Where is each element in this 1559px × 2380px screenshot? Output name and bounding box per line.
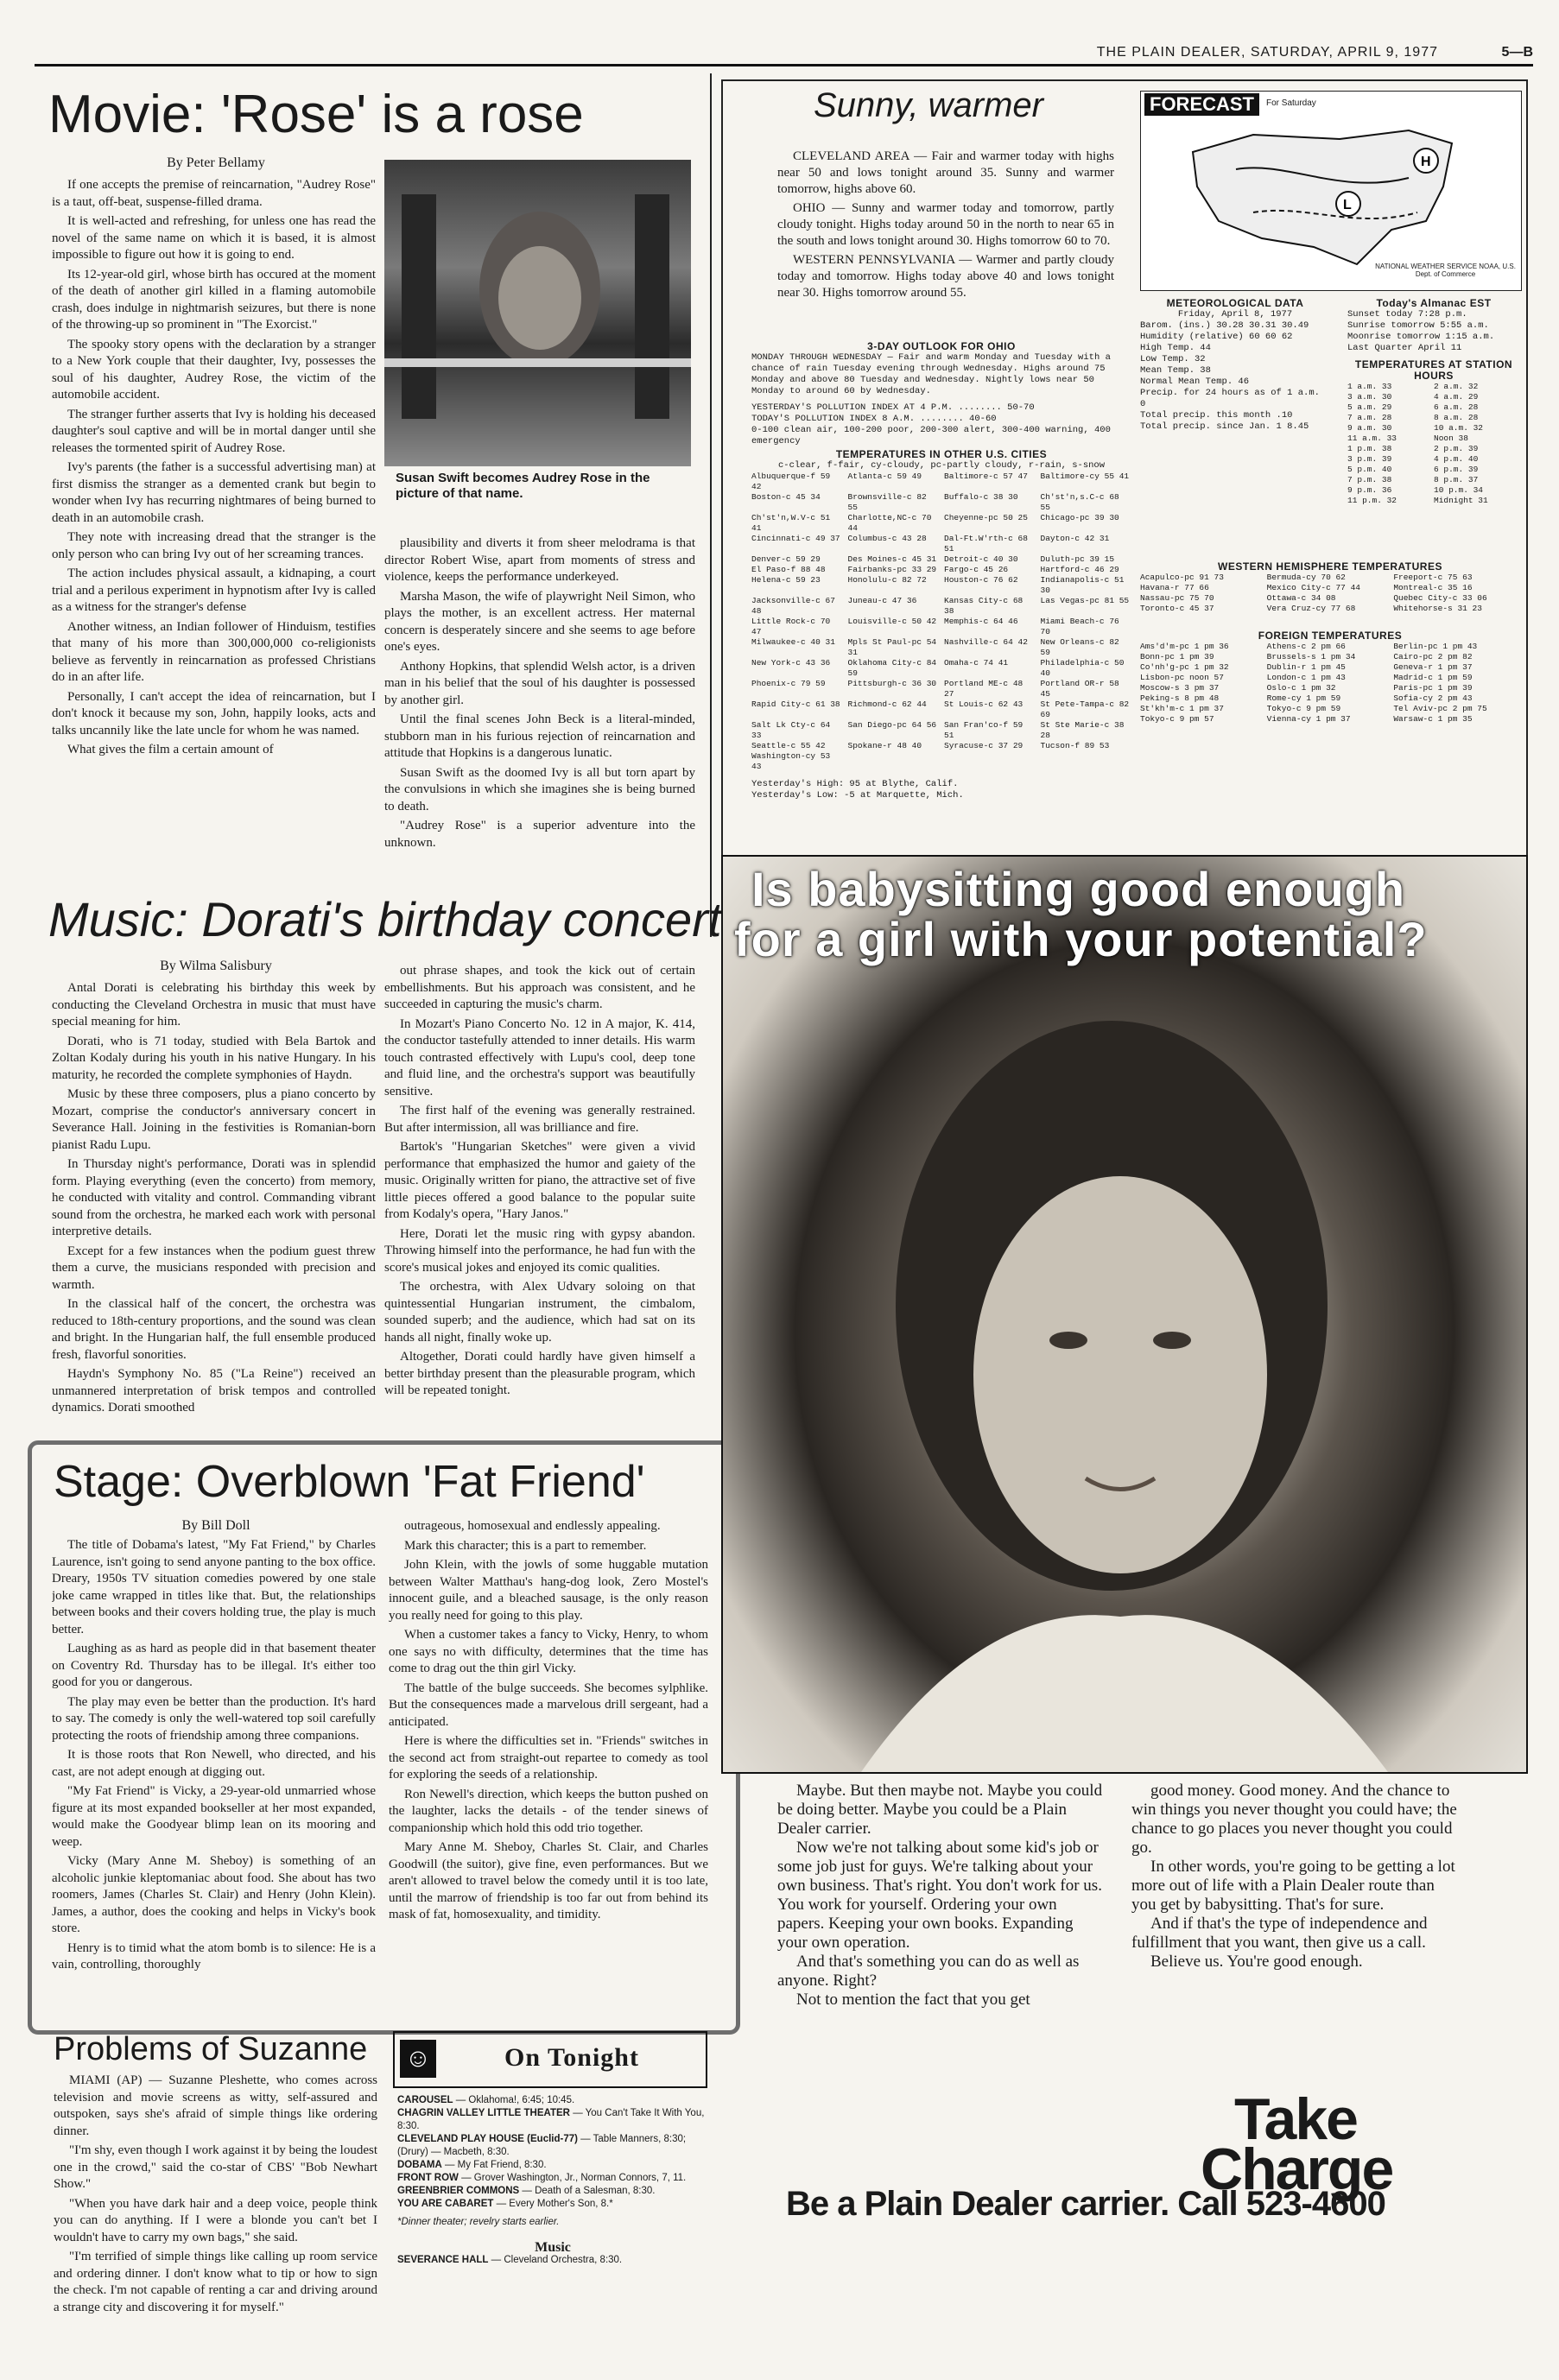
- table-cell: 4 p.m. 40: [1434, 454, 1479, 464]
- movie-headline: Movie: 'Rose' is a rose: [48, 85, 584, 144]
- table-cell: Mpls St Paul-pc 54 31: [847, 637, 937, 657]
- paragraph: It is those roots that Ron Newell, who directed, and his cast, are not adept enough at digging out.: [52, 1748, 376, 1779]
- table-cell: Moonrise tomorrow 1:15 a.m.: [1347, 332, 1495, 342]
- stage-column-2: [389, 1518, 708, 2008]
- table-cell: Portland ME-c 48 27: [944, 679, 1023, 699]
- stage-headline: Stage: Overblown 'Fat Friend': [54, 1457, 645, 1507]
- svg-text:H: H: [1421, 155, 1431, 169]
- table-cell: Chicago-pc 39 30: [1040, 513, 1119, 522]
- table-cell: Rome-cy 1 pm 59: [1266, 693, 1341, 703]
- foreign-table: [1140, 642, 1520, 725]
- table-cell: Las Vegas-pc 81 55: [1040, 596, 1130, 605]
- table-cell: 6 p.m. 39: [1434, 465, 1479, 474]
- table-cell: 6 a.m. 28: [1434, 402, 1479, 412]
- table-cell: El Paso-f 88 48: [751, 565, 826, 574]
- list-item: DOBAMA — My Fat Friend, 8:30.: [397, 2160, 547, 2170]
- paragraph: Now we're not talking about some kid's job or some job just for guys. We're talking about your own business. That's right. You don't work for us. You work for yourself. Ordering your own papers. Keeping your own books. Expanding your own operation.: [777, 1839, 1102, 1952]
- met-data-section: [1140, 298, 1330, 433]
- paragraph: Its 12-year-old girl, whose birth has occured at the moment of the death of another girl killed in a flaming automobile crash, does indulge in nightmarish seizures, but there is none of the throwing-up so prominent in "The Exorcist.": [52, 267, 376, 332]
- table-cell: Baltimore-cy 55 41: [1040, 472, 1130, 481]
- photo-illustration: [384, 160, 691, 466]
- table-cell: Brussels-s 1 pm 34: [1266, 652, 1356, 661]
- stage-column-1: [52, 1537, 376, 2008]
- table-cell: 5 p.m. 40: [1347, 465, 1392, 474]
- paragraph: Maybe. But then maybe not. Maybe you could be doing better. Maybe you could be a Plain Dealer carrier.: [777, 1782, 1103, 1838]
- paragraph: The title of Dobama's latest, "My Fat Friend," by Charles Laurence, isn't going to send anyone panting to the box office. Dreary, 1950s TV situation comedies powered by one stale joke came wrapped in titles like that. But, the relationships between books and their covers holding true, the play is much better.: [52, 1538, 376, 1636]
- table-cell: Havana-r 77 66: [1140, 583, 1209, 592]
- paragraph: Here, Dorati let the music ring with gypsy abandon. Throwing himself into the performance, he had fun with the score's musical jokes and enjoyed its comic qualities.: [384, 1226, 695, 1275]
- table-cell: Helena-c 59 23: [751, 575, 821, 585]
- table-cell: Quebec City-c 33 06: [1393, 593, 1487, 603]
- table-cell: 2 a.m. 32: [1434, 382, 1479, 391]
- table-cell: San Diego-pc 64 56: [847, 720, 937, 730]
- movie-column-1: [52, 177, 376, 881]
- ad-headline-line-1: Is babysitting good enough: [751, 862, 1406, 916]
- table-cell: Last Quarter April 11: [1347, 343, 1462, 353]
- us-cities-heading: TEMPERATURES IN OTHER U.S. CITIES: [835, 448, 1048, 460]
- stage-byline: By Bill Doll: [181, 1518, 250, 1533]
- paragraph: good money. Good money. And the chance to win things you never thought you could have; the chance to go places you never thought you could go.: [1131, 1782, 1457, 1857]
- forecast-map: [1140, 91, 1522, 291]
- svg-text:L: L: [1343, 198, 1352, 212]
- table-cell: San Fran'co-f 59 51: [944, 720, 1023, 740]
- table-cell: Noon 38: [1434, 434, 1468, 443]
- ad-call-to-action[interactable]: Be a Plain Dealer carrier. Call 523-4600: [786, 2185, 1385, 2223]
- table-cell: Mexico City-c 77 44: [1266, 583, 1360, 592]
- table-cell: 8 a.m. 28: [1434, 413, 1479, 422]
- on-tonight-title: On Tonight: [504, 2043, 639, 2072]
- movie-photo-caption: Susan Swift becomes Audrey Rose in the picture of that name.: [396, 471, 650, 501]
- table-cell: Total precip. since Jan. 1 8.45: [1140, 421, 1309, 432]
- paragraph: When a customer takes a fancy to Vicky, Henry, to whom one says no with difficulty, determines that the time has come to drag out the thin girl Vicky.: [389, 1628, 708, 1675]
- paragraph: Bartok's "Hungarian Sketches" were given a vivid performance that emphasized the humor and gaiety of the music. Originally written for piano, the attractive set of five little pieces offered a good balance to the popular suite from Kodaly's opera, "Hary Janos.": [384, 1140, 695, 1221]
- list-item: FRONT ROW — Grover Washington, Jr., Norman Connors, 7, 11.: [397, 2173, 687, 2183]
- paragraph: It is well-acted and refreshing, for unless one has read the novel of the same name on which it is based, it is almost impossible to figure out how it is going to end.: [52, 214, 376, 262]
- table-cell: St Ste Marie-c 38 28: [1040, 720, 1125, 740]
- outlook-text: MONDAY THROUGH WEDNESDAY — Fair and warm Monday and Tuesday with a chance of rain Tuesday evening through Wednesday. Highs around 75 Monday and above 80 Tuesday and Wednesday. Nightly lows near 50 Monday to around 60 by Wednesday.: [751, 352, 1111, 396]
- paragraph: MIAMI (AP) — Suzanne Pleshette, who comes across television and movie screens as witty, self-assured and outspoken, says she's afraid of simple things like ordering dinner.: [54, 2073, 377, 2138]
- table-cell: Dal-Ft.W'rth-c 68 51: [944, 534, 1028, 554]
- map-title: FORECAST: [1144, 93, 1259, 116]
- table-cell: Phoenix-c 79 59: [751, 679, 826, 688]
- table-cell: Total precip. this month .10: [1140, 410, 1293, 421]
- table-cell: Honolulu-c 82 72: [847, 575, 927, 585]
- table-cell: 3 a.m. 30: [1347, 392, 1392, 402]
- almanac-heading: Today's Almanac EST: [1376, 297, 1492, 309]
- paragraph: Personally, I can't accept the idea of reincarnation, but I don't knock it because my son, John, happily looks, acts and talks uncannily like the late uncle for whom he was named.: [52, 689, 376, 737]
- table-cell: High Temp. 44: [1140, 343, 1211, 353]
- table-cell: 8 p.m. 37: [1434, 475, 1479, 484]
- paragraph: Antal Dorati is celebrating his birthday this week by conducting the Cleveland Orchestra in music that must have special meaning for him.: [52, 981, 376, 1029]
- us-cities-legend: c-clear, f-fair, cy-cloudy, pc-partly cloudy, r-rain, s-snow: [777, 460, 1106, 471]
- table-cell: New York-c 43 36: [751, 658, 831, 668]
- table-cell: Pittsburgh-c 36 30: [847, 679, 937, 688]
- weather-headline: Sunny, warmer: [813, 86, 1043, 124]
- table-cell: Humidity (relative) 60 60 62: [1140, 332, 1293, 342]
- table-cell: Montreal-c 35 16: [1393, 583, 1473, 592]
- table-cell: Sofia-cy 2 pm 43: [1393, 693, 1473, 703]
- paragraph: What gives the film a certain amount of: [67, 743, 274, 756]
- foreign-section: [1140, 630, 1520, 725]
- table-cell: Bonn-pc 1 pm 39: [1140, 652, 1214, 661]
- table-cell: Tucson-f 89 53: [1040, 741, 1110, 750]
- table-cell: Boston-c 45 34: [751, 492, 821, 502]
- list-item: CHAGRIN VALLEY LITTLE THEATER — You Can't Take It With You, 8:30.: [397, 2108, 705, 2131]
- paragraph: CLEVELAND AREA — Fair and warmer today with highs near 50 and lows tonight around 35. Sunny and warmer tomorrow, highs above 60.: [777, 149, 1114, 196]
- movie-column-2: [384, 535, 695, 868]
- table-cell: Vienna-cy 1 pm 37: [1266, 714, 1351, 724]
- western-hemisphere-section: [1140, 561, 1520, 614]
- table-cell: Peking-s 8 pm 48: [1140, 693, 1220, 703]
- paragraph: And that's something you can do as well as anyone. Right?: [777, 1953, 1080, 1990]
- paragraph: In Thursday night's performance, Dorati was in splendid form. Playing everything (even the concerto) from memory, he conducted with vitality and control. Commanding vibrant sound from the orchestra, he marked each work with personal interpretive details.: [52, 1157, 376, 1238]
- music-headline: Music: Dorati's birthday concert: [48, 892, 722, 946]
- table-cell: 7 p.m. 38: [1347, 475, 1392, 484]
- paragraph: The stranger further asserts that Ivy is holding his deceased daughter's soul captive and will be in mortal danger until she releases the tormented spirit of Audrey Rose.: [52, 407, 376, 455]
- paragraph: The play may even be better than the production. It's hard to say. The comedy is only the well-watered top soil carefully protecting the roots of friendship among three companions.: [52, 1694, 376, 1743]
- music-column-1: [52, 980, 376, 1429]
- table-cell: Co'nh'g-pc 1 pm 32: [1140, 662, 1229, 672]
- table-cell: Jacksonville-c 67 48: [751, 596, 835, 616]
- table-cell: 4 a.m. 29: [1434, 392, 1479, 402]
- west-table: [1140, 573, 1520, 614]
- table-cell: Moscow-s 3 pm 37: [1140, 683, 1220, 693]
- suzanne-column: [54, 2073, 377, 2340]
- table-cell: Ch'st'n,W.V-c 51 41: [751, 513, 831, 533]
- table-cell: 10 p.m. 34: [1434, 485, 1484, 495]
- page-number: 5—B: [1501, 45, 1533, 60]
- met-date: Friday, April 8, 1977: [1177, 309, 1293, 320]
- paragraph: They note with increasing dread that the stranger is the only person who can bring Ivy out of her screaming trances.: [52, 530, 376, 561]
- outlook-section: [751, 341, 1131, 447]
- paragraph: WESTERN PENNSYLVANIA — Warmer and partly cloudy today and tomorrow. Highs today above 40 and lows tonight near 30. Highs tomorrow around 55.: [777, 253, 1114, 300]
- pollution-yesterday: YESTERDAY'S POLLUTION INDEX AT 4 P.M. ........ 50-70: [751, 402, 1035, 413]
- table-cell: Fairbanks-pc 33 29: [847, 565, 937, 574]
- table-cell: Brownsville-c 82 55: [847, 492, 927, 512]
- table-cell: Nassau-pc 75 70: [1140, 593, 1214, 603]
- table-cell: 1 a.m. 33: [1347, 382, 1392, 391]
- almanac-section: [1347, 298, 1520, 506]
- table-cell: Barom. (ins.) 30.28 30.31 30.49: [1140, 320, 1309, 331]
- table-cell: Omaha-c 74 41: [944, 658, 1009, 668]
- ad-column-1: [777, 1782, 1106, 2010]
- paragraph: In the classical half of the concert, the orchestra was reduced to 18th-century proportions, and the sound was clean and bright. In the Hungarian half, the full ensemble produced fresh, flavorful sonorities.: [52, 1297, 376, 1362]
- table-cell: 2 p.m. 39: [1434, 444, 1479, 453]
- hourly-table: [1347, 382, 1520, 506]
- table-cell: Portland OR-r 58 45: [1040, 679, 1119, 699]
- table-cell: Warsaw-c 1 pm 35: [1393, 714, 1473, 724]
- table-cell: 5 a.m. 29: [1347, 402, 1392, 412]
- paragraph: outrageous, homosexual and endlessly appealing.: [404, 1519, 661, 1533]
- table-cell: Indianapolis-c 51 30: [1040, 575, 1125, 595]
- table-cell: Mean Temp. 38: [1140, 365, 1211, 376]
- paragraph: out phrase shapes, and took the kick out of certain embellishments. But his approach was consistent, and he succeeded in capturing the music's charm.: [384, 964, 695, 1011]
- pollution-today: TODAY'S POLLUTION INDEX 8 A.M. ........ 40-60: [751, 414, 997, 424]
- table-cell: Louisville-c 50 42: [847, 617, 937, 626]
- paragraph: Another witness, an Indian follower of Hinduism, testifies that many of his more than 300,000,000 co-religionists believe as fervently in reincarnation as professed Christians do in an after life.: [52, 619, 376, 684]
- paragraph: "Audrey Rose" is a superior adventure into the unknown.: [384, 819, 695, 850]
- paragraph: "I'm shy, even though I work against it by being the loudest one in the crowd," said the co-star of CBS' "Bob Newhart Show.": [54, 2143, 377, 2191]
- table-cell: Spokane-r 48 40: [847, 741, 922, 750]
- paragraph: Henry is to timid what the atom bomb is to silence: He is a vain, controlling, thoroughly: [52, 1940, 376, 1972]
- outlook-heading: 3-DAY OUTLOOK FOR OHIO: [867, 340, 1016, 352]
- table-cell: Precip. for 24 hours as of 1 a.m. 0: [1140, 388, 1320, 409]
- paragraph: Marsha Mason, the wife of playwright Neil Simon, who plays the mother, is an excellent actress. Her maternal concern is desperately sincere and she seems to age before one's eyes.: [384, 589, 695, 654]
- paragraph: The spooky story opens with the declaration by a stranger to a New York couple that their daughter, Ivy, possesses the soul of his daughter, Audrey Rose, the victim of the automobile accident.: [52, 337, 376, 402]
- table-cell: London-c 1 pm 43: [1266, 673, 1346, 682]
- yesterday-low: Yesterday's Low: -5 at Marquette, Mich.: [751, 790, 964, 801]
- table-cell: Columbus-c 43 28: [847, 534, 927, 543]
- table-cell: Little Rock-c 70 47: [751, 617, 831, 636]
- us-map-outline: [1184, 117, 1469, 273]
- table-cell: Atlanta-c 59 49: [847, 472, 922, 481]
- table-cell: Sunset today 7:28 p.m.: [1347, 309, 1467, 320]
- table-cell: Oklahoma City-c 84 59: [847, 658, 937, 678]
- list-item: YOU ARE CABARET — Every Mother's Son, 8.*: [397, 2199, 613, 2209]
- table-cell: Paris-pc 1 pm 39: [1393, 683, 1473, 693]
- table-cell: Syracuse-c 37 29: [944, 741, 1023, 750]
- met-heading: METEOROLOGICAL DATA: [1166, 297, 1304, 309]
- table-cell: Vera Cruz-cy 77 68: [1266, 604, 1356, 613]
- table-cell: Freeport-c 75 63: [1393, 573, 1473, 582]
- paragraph: The battle of the bulge succeeds. She becomes sylphlike. But the consequences made a marvelous drill sergeant, had a anticipated.: [389, 1681, 708, 1729]
- weather-forecast-text: [777, 149, 1114, 304]
- table-cell: Geneva-r 1 pm 37: [1393, 662, 1473, 672]
- table-cell: Ams'd'm-pc 1 pm 36: [1140, 642, 1229, 651]
- table-cell: Kansas City-c 68 38: [944, 596, 1023, 616]
- on-tonight-list: [397, 2094, 708, 2267]
- us-cities-table: [751, 472, 1131, 772]
- ad-column-2: [1131, 1782, 1460, 1972]
- foreign-heading: FOREIGN TEMPERATURES: [1258, 630, 1403, 642]
- movie-byline: By Peter Bellamy: [167, 155, 265, 170]
- table-cell: 1 p.m. 38: [1347, 444, 1392, 453]
- list-item: CAROUSEL — Oklahoma!, 6:45; 10:45.: [397, 2095, 575, 2105]
- paragraph: Until the final scenes John Beck is a literal-minded, stubborn man in his furious rejection of reincarnation and attitude that Hopkins is a dangerous lunatic.: [384, 712, 695, 760]
- table-cell: Sunrise tomorrow 5:55 a.m.: [1347, 320, 1489, 331]
- table-cell: 11 a.m. 33: [1347, 434, 1397, 443]
- paragraph: Dorati, who is 71 today, studied with Bela Bartok and Zoltan Kodaly during his youth in his native Hungary. In his maturity, he recorded the complete symphonies of Haydn.: [52, 1034, 376, 1082]
- paragraph: "When you have dark hair and a deep voice, people think you can do anything. If I were a blonde you can't bet I wouldn't have to carry my own bags," she said.: [54, 2196, 377, 2244]
- suzanne-headline: Problems of Suzanne: [54, 2031, 368, 2067]
- table-cell: Bermuda-cy 70 62: [1266, 573, 1346, 582]
- paragraph: plausibility and diverts it from sheer melodrama is that director Robert Wise, apart from moments of stress and violence, keeps the performance underkeyed.: [384, 536, 695, 584]
- paragraph: John Klein, with the jowls of some huggable mutation between Walter Matthau's hang-dog look, Zero Mostel's innocent guile, and a bleached sausage, is the only reason you really need for going to this play.: [389, 1558, 708, 1623]
- table-cell: Albuquerque-f 59 42: [751, 472, 831, 491]
- table-cell: Tokyo-c 9 pm 57: [1140, 714, 1214, 724]
- table-cell: Toronto-c 45 37: [1140, 604, 1214, 613]
- paragraph: Here is where the difficulties set in. "Friends" switches in the second act from straight-out repartee to comedy as tool for exploring the seeds of a relationship.: [389, 1734, 708, 1782]
- table-cell: Houston-c 76 62: [944, 575, 1018, 585]
- table-cell: Philadelphia-c 50 40: [1040, 658, 1125, 678]
- paragraph: The orchestra, with Alex Udvary soloing on that quintessential Hungarian instrument, the cimbalom, sounded superb; and the audience, which had sat on its hands all night, finally woke up.: [384, 1280, 695, 1345]
- table-cell: Madrid-c 1 pm 59: [1393, 673, 1473, 682]
- table-cell: Denver-c 59 29: [751, 554, 821, 564]
- paragraph: Not to mention the fact that you get: [796, 1991, 1030, 2009]
- table-cell: Seattle-c 55 42: [751, 741, 826, 750]
- table-cell: Cincinnati-c 49 37: [751, 534, 840, 543]
- paragraph: Laughing as as hard as people did in that basement theater on Coventry Rd. Thursday has to be illegal. It's either too good for you or dangerous.: [52, 1642, 376, 1689]
- table-cell: Tokyo-c 9 pm 59: [1266, 704, 1341, 713]
- paragraph: The first half of the evening was generally restrained. But after intermission, all was brilliance and fire.: [384, 1104, 695, 1135]
- table-cell: Richmond-c 62 44: [847, 699, 927, 709]
- table-cell: Memphis-c 64 46: [944, 617, 1018, 626]
- table-cell: Detroit-c 40 30: [944, 554, 1018, 564]
- music-column-2: [384, 963, 695, 1429]
- table-cell: Tel Aviv-pc 2 pm 75: [1393, 704, 1487, 713]
- ad-photo: [721, 855, 1528, 1774]
- table-cell: Normal Mean Temp. 46: [1140, 377, 1250, 387]
- paragraph: In other words, you're going to be getting a lot more out of life with a Plain Dealer route than you get by babysitting. That's for sure.: [1131, 1858, 1455, 1914]
- table-cell: Midnight 31: [1434, 496, 1488, 505]
- table-cell: Dublin-r 1 pm 45: [1266, 662, 1346, 672]
- charge-word: Charge: [1201, 2136, 1393, 2202]
- music-subhead: Music: [535, 2240, 571, 2255]
- table-cell: Buffalo-c 38 30: [944, 492, 1018, 502]
- table-cell: Salt Lk Cty-c 64 33: [751, 720, 831, 740]
- table-cell: Washington-cy 53 43: [751, 751, 831, 771]
- table-cell: St Pete-Tampa-c 82 69: [1040, 699, 1130, 719]
- girl-portrait-illustration: [723, 857, 1526, 1772]
- paragraph: Mary Anne M. Sheboy, Charles St. Clair, and Charles Goodwill (the suitor), give fine, even performances. But we aren't allowed to travel below the comedy until it is too late, until the marrow of friendship is too far out from behind its mask of fat, homosexuality, and timidity.: [389, 1840, 708, 1921]
- paragraph: Ron Newell's direction, which keeps the button pushed on the laughter, lacks the details - of the tender sinews of companionship which hold this odd trio together.: [389, 1787, 708, 1835]
- take-word: Take: [1234, 2086, 1357, 2152]
- movie-photo: [384, 160, 691, 466]
- west-heading: WESTERN HEMISPHERE TEMPERATURES: [1218, 560, 1442, 573]
- table-cell: 10 a.m. 32: [1434, 423, 1484, 433]
- list-item: SEVERANCE HALL — Cleveland Orchestra, 8:30.: [397, 2255, 623, 2265]
- paragraph: Susan Swift as the doomed Ivy is all but torn apart by the convulsions in which she imagines she is being burned to death.: [384, 765, 695, 813]
- table-cell: Ottawa-c 34 08: [1266, 593, 1336, 603]
- table-cell: Des Moines-c 45 31: [847, 554, 937, 564]
- paragraph: Altogether, Dorati could hardly have given himself a better birthday present than the pleasurable program, which will be repeated tonight.: [384, 1350, 695, 1397]
- list-item: CLEVELAND PLAY HOUSE (Euclid-77) — Table Manners, 8:30; (Drury) — Macbeth, 8:30.: [397, 2134, 687, 2157]
- table-cell: Cairo-pc 2 pm 82: [1393, 652, 1473, 661]
- us-cities-section: [751, 449, 1131, 801]
- almanac-rows: [1347, 309, 1520, 354]
- table-cell: Fargo-c 45 26: [944, 565, 1009, 574]
- paragraph: If one accepts the premise of reincarnation, "Audrey Rose" is a taut, off-beat, suspense-filled drama.: [52, 178, 376, 209]
- list-item: GREENBRIER COMMONS — Death of a Salesman, 8:30.: [397, 2186, 656, 2196]
- paragraph: "I'm terrified of simple things like calling up room service and ordering dinner. I don't know what to tip or how to sign the check. I'm not capable of renting a car and driving around a strange city and discovering it for myself.": [54, 2250, 377, 2314]
- on-tonight-header: [393, 2031, 707, 2088]
- map-subtitle: For Saturday: [1266, 98, 1316, 108]
- table-cell: Acapulco-pc 91 73: [1140, 573, 1224, 582]
- table-cell: Miami Beach-c 76 70: [1040, 617, 1119, 636]
- table-cell: Milwaukee-c 40 31: [751, 637, 835, 647]
- ad-headline-line-2: for a girl with your potential?: [734, 912, 1428, 966]
- table-cell: St'kh'm-c 1 pm 37: [1140, 704, 1224, 713]
- table-cell: Nashville-c 64 42: [944, 637, 1028, 647]
- table-cell: 11 p.m. 32: [1347, 496, 1397, 505]
- paragraph: Except for a few instances when the podium guest threw them a curve, the musicians responded with precision and warmth.: [52, 1244, 376, 1292]
- table-cell: Charlotte,NC-c 70 44: [847, 513, 932, 533]
- map-credit: NATIONAL WEATHER SERVICE NOAA, U.S. Dept. of Commerce: [1375, 263, 1516, 278]
- take-charge-logo: [1201, 2086, 1393, 2202]
- table-cell: 7 a.m. 28: [1347, 413, 1392, 422]
- table-cell: Whitehorse-s 31 23: [1393, 604, 1482, 613]
- table-cell: Hartford-c 46 29: [1040, 565, 1119, 574]
- column-divider: [710, 73, 712, 937]
- paragraph: Believe us. You're good enough.: [1150, 1953, 1363, 1971]
- paragraph: Ivy's parents (the father is a successful advertising man) at first dismiss the stranger as a demented crank but begin to wonder when Ivy has recurring nightmares of being burned to death in an automobile crash.: [52, 460, 376, 525]
- music-byline: By Wilma Salisbury: [160, 959, 272, 973]
- table-cell: Rapid City-c 61 38: [751, 699, 840, 709]
- table-cell: Dayton-c 42 31: [1040, 534, 1110, 543]
- yesterday-high: Yesterday's High: 95 at Blythe, Calif.: [751, 779, 959, 789]
- table-cell: 3 p.m. 39: [1347, 454, 1392, 464]
- table-cell: Lisbon-pc noon 57: [1140, 673, 1224, 682]
- on-tonight-note: *Dinner theater; revelry starts earlier.: [397, 2217, 560, 2227]
- paragraph: The action includes physical assault, a kidnaping, a court trial and a perilous experiment in hypnotism after Ivy is called as a witness for the stranger's defense: [52, 567, 376, 614]
- hourly-heading: TEMPERATURES AT STATION HOURS: [1354, 358, 1513, 382]
- table-cell: New Orleans-c 82 59: [1040, 637, 1119, 657]
- table-cell: Ch'st'n,s.C-c 68 55: [1040, 492, 1119, 512]
- masthead: [35, 45, 1533, 66]
- paragraph: Music by these three composers, plus a piano concerto by Mozart, comprise the conductor's anniversary concert in Severance Hall. Joining in the festivities is Romanian-born pianist Radu Lupu.: [52, 1087, 376, 1152]
- paragraph: Mark this character; this is a part to remember.: [404, 1538, 647, 1553]
- theater-mask-icon: ☺: [400, 2040, 436, 2078]
- table-cell: Athens-c 2 pm 66: [1266, 642, 1346, 651]
- paragraph: In Mozart's Piano Concerto No. 12 in A major, K. 414, the conductor tastefully attended to inner details. His warm touch contrasted effectively with Lupu's cool, deep tone and fluid line, and the orchestra's support was beautifully sensitive.: [384, 1016, 695, 1098]
- met-rows: [1140, 320, 1330, 433]
- paragraph: Haydn's Symphony No. 85 ("La Reine") received an unmannered interpretation of brisk tempos and controlled dynamics. Dorati smoothed: [52, 1367, 376, 1415]
- paragraph: Vicky (Mary Anne M. Sheboy) is something of an alcoholic junkie kleptomaniac about food. She about has two roomers, James (Charles St. Clair) and Henry (John Klein). James, a author, does the cooking and helps in Vicky's book store.: [52, 1854, 376, 1935]
- paragraph: Anthony Hopkins, that splendid Welsh actor, is a driven man in his belief that the soul of his daughter is possessed by another girl.: [384, 659, 695, 707]
- paragraph: "My Fat Friend" is Vicky, a 29-year-old unmarried whose figure at its most expanded bookseller at her most expanded, would make the Goodyear blimp lean on its mooring and weep.: [52, 1784, 376, 1849]
- table-cell: Berlin-pc 1 pm 43: [1393, 642, 1478, 651]
- table-cell: Oslo-c 1 pm 32: [1266, 683, 1336, 693]
- table-cell: Duluth-pc 39 15: [1040, 554, 1115, 564]
- table-cell: 9 a.m. 30: [1347, 423, 1392, 433]
- table-cell: St Louis-c 62 43: [944, 699, 1023, 709]
- table-cell: Juneau-c 47 36: [847, 596, 917, 605]
- table-cell: 9 p.m. 36: [1347, 485, 1392, 495]
- table-cell: Baltimore-c 57 47: [944, 472, 1028, 481]
- masthead-text: THE PLAIN DEALER, SATURDAY, APRIL 9, 1977: [1096, 45, 1438, 60]
- paragraph: And if that's the type of independence and fulfillment that you want, then give us a call.: [1131, 1915, 1428, 1952]
- paragraph: OHIO — Sunny and warmer today and tomorrow, partly cloudy tonight. Highs today around 50 in the north to near 65 in the south and lows tonight around 30. Highs tomorrow 60 to 70.: [777, 201, 1114, 248]
- table-cell: Cheyenne-pc 50 25: [944, 513, 1028, 522]
- table-cell: Low Temp. 32: [1140, 354, 1206, 364]
- pollution-note: 0-100 clean air, 100-200 poor, 200-300 alert, 300-400 warning, 400 emergency: [751, 425, 1111, 446]
